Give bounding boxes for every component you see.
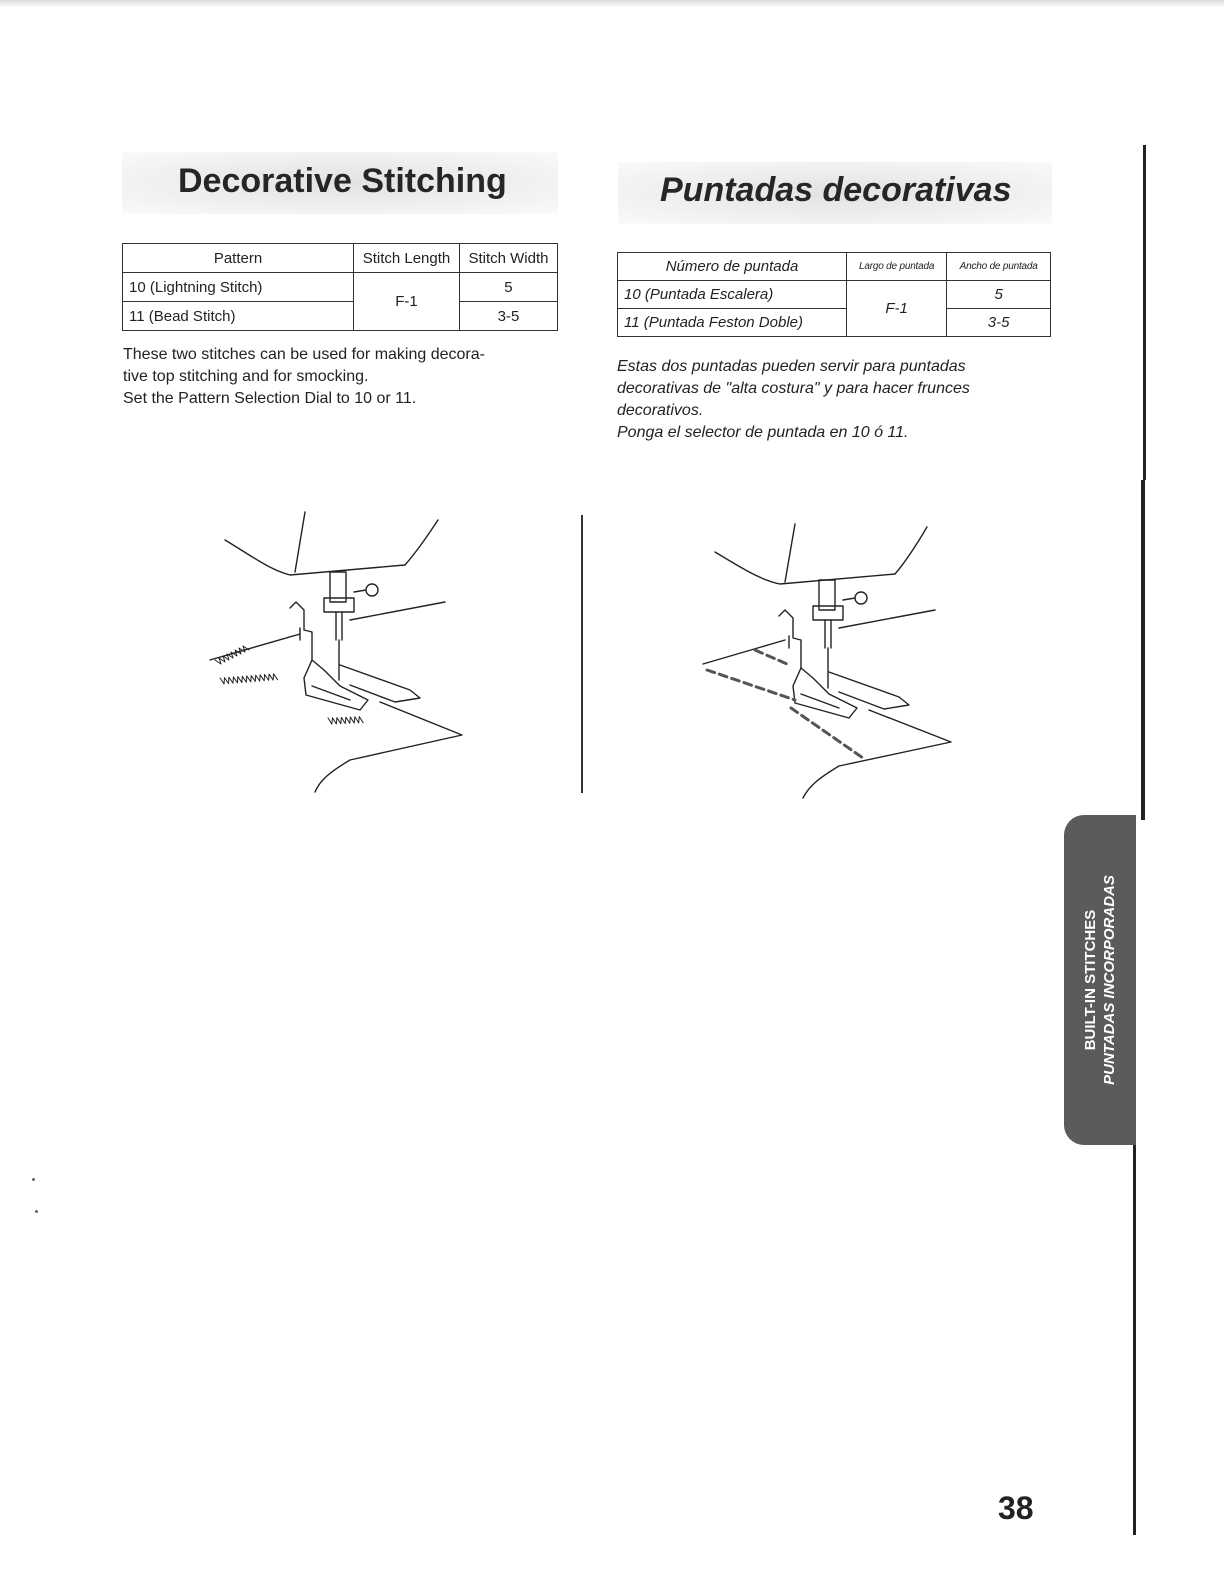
- side-tab-spanish: PUNTADAS INCORPORADAS: [1101, 875, 1118, 1085]
- header-stitch-width: Stitch Width: [459, 244, 557, 273]
- table-row: [123, 302, 558, 331]
- side-tab-label: [1081, 875, 1119, 1085]
- paragraph-line: Ponga el selector de puntada en 10 ó 11.: [617, 424, 909, 441]
- paragraph-line: decorativas de "alta costura" y para hacer frunces: [617, 380, 970, 397]
- table-row: [618, 281, 1051, 309]
- stitch-table-spanish: [617, 252, 1051, 337]
- cell-stitch-width: 3-5: [947, 309, 1051, 337]
- cell-pattern: 10 (Lightning Stitch): [123, 273, 354, 302]
- page-edge-line: [1141, 480, 1145, 820]
- section-heading-english: Decorative Stitching: [178, 162, 507, 200]
- page-number: 38: [998, 1490, 1034, 1526]
- cell-pattern: 11 (Puntada Feston Doble): [618, 309, 847, 337]
- page-edge-line: [1133, 1140, 1136, 1535]
- side-tab-english: BUILT-IN STITCHES: [1082, 909, 1099, 1051]
- scan-speck: [35, 1210, 38, 1213]
- paragraph-line: decorativos.: [617, 402, 704, 419]
- header-largo-de-puntada: Largo de puntada: [847, 253, 947, 281]
- page-top-edge: [0, 0, 1224, 8]
- table-header-row: [123, 244, 558, 273]
- paragraph-line: These two stitches can be used for making decora-: [123, 346, 485, 363]
- cell-stitch-length: F-1: [847, 281, 947, 337]
- header-ancho-de-puntada: Ancho de puntada: [947, 253, 1051, 281]
- cell-stitch-length: F-1: [354, 273, 460, 331]
- cell-pattern: 11 (Bead Stitch): [123, 302, 354, 331]
- paragraph-line: Set the Pattern Selection Dial to 10 or 11.: [123, 390, 417, 407]
- lightning-stitch-illustration: [200, 510, 470, 805]
- cell-pattern: 10 (Puntada Escalera): [618, 281, 847, 309]
- cell-stitch-width: 5: [459, 273, 557, 302]
- instructions-english: [123, 344, 563, 410]
- cell-stitch-width: 3-5: [459, 302, 557, 331]
- stitch-table-english: [122, 243, 558, 331]
- header-numero-de-puntada: Número de puntada: [618, 253, 847, 281]
- table-header-row: [618, 253, 1051, 281]
- column-divider: [581, 515, 583, 793]
- scan-speck: [32, 1178, 35, 1181]
- table-row: [123, 273, 558, 302]
- bead-stitch-illustration: [695, 522, 965, 807]
- section-heading-spanish: Puntadas decorativas: [660, 171, 1012, 209]
- cell-stitch-width: 5: [947, 281, 1051, 309]
- header-pattern: Pattern: [123, 244, 354, 273]
- instructions-spanish: [617, 356, 1057, 444]
- paragraph-line: tive top stitching and for smocking.: [123, 368, 369, 385]
- section-side-tab: [1064, 815, 1136, 1145]
- page-edge-line: [1143, 145, 1146, 480]
- paragraph-line: Estas dos puntadas pueden servir para puntadas: [617, 358, 966, 375]
- table-row: [618, 309, 1051, 337]
- header-stitch-length: Stitch Length: [354, 244, 460, 273]
